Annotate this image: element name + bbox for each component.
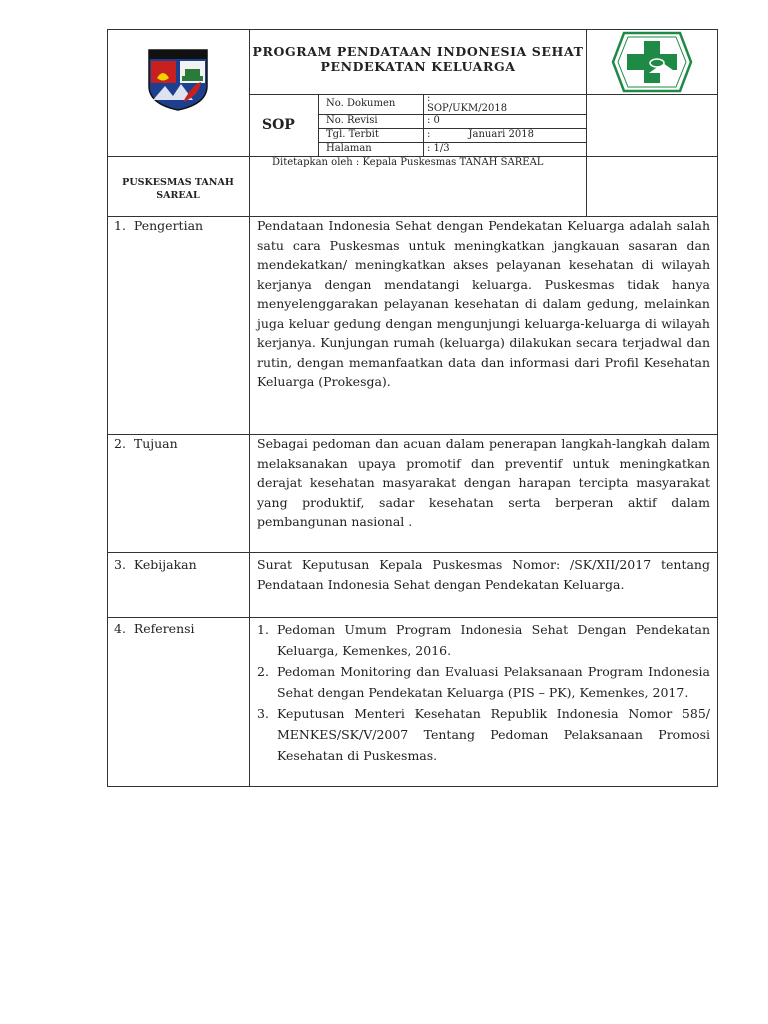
list-item <box>257 619 710 661</box>
divider-logo <box>249 29 250 786</box>
meta-label-revision: No. Revisi <box>326 115 378 126</box>
meta-value-page: : 1/3 <box>427 143 450 154</box>
section-label-pengertian: 1. Pengertian <box>114 218 204 233</box>
reference-number: 2. <box>257 664 269 679</box>
established-by: Ditetapkan oleh : Kepala Puskesmas TANAH SAREAL <box>272 157 544 168</box>
meta-label-issued: Tgl. Terbit <box>326 129 379 140</box>
frame-bottom <box>107 786 718 787</box>
puskesmas-logo <box>611 29 693 95</box>
reference-list <box>257 619 710 766</box>
list-item <box>257 703 710 766</box>
facility-name: PUSKESMAS TANAH SAREAL <box>122 177 234 201</box>
meta-label-document: No. Dokumen <box>326 98 396 109</box>
section-text-kebijakan: Surat Keputusan Kepala Puskesmas Nomor: /SK/XII/2017 tentang Pendataan Indonesia Sehat dengan Pendekatan Keluarga. <box>257 557 710 592</box>
meta-value-revision: : 0 <box>427 115 440 126</box>
crest-text: KOTA BOGOR <box>152 43 204 51</box>
meta-value-document: : SOP/UKM/2018 <box>427 93 508 114</box>
list-item <box>257 661 710 703</box>
reference-number: 1. <box>257 622 269 637</box>
frame-right <box>717 29 718 787</box>
section-label-kebijakan: 3. Kebijakan <box>114 557 197 572</box>
section-text-pengertian: Pendataan Indonesia Sehat dengan Pendekatan Keluarga adalah salah satu cara Puskesmas untuk meningkatkan jangkauan sasaran dan mendekatkan/ meningkatkan akses pelayanan kesehatan di wilayah kerjanya dengan mendatangi keluarga. Puskesmas tidak hanya menyelenggarakan pelayanan kesehatan di dalam gedung, melainkan juga keluar gedung dengan mengunjungi keluarga-keluarga di wilayah kerjanya. Kunjungan rumah (keluarga) dilakukan secara terjadwal dan rutin, dengan memanfaatkan data dan informasi dari Profil Kesehatan Keluarga (Prokesga). <box>257 218 710 389</box>
section-label-tujuan: 2. Tujuan <box>114 436 178 451</box>
rule-section-2 <box>107 552 718 553</box>
divider-meta <box>423 94 424 156</box>
frame-left <box>107 29 108 787</box>
divider-sop <box>318 94 319 156</box>
reference-text: Pedoman Umum Program Indonesia Sehat Dengan Pendekatan Keluarga, Kemenkes, 2016. <box>277 622 710 658</box>
reference-text: Pedoman Monitoring dan Evaluasi Pelaksanaan Program Indonesia Sehat dengan Pendekatan Keluarga (PIS – PK), Kemenkes, 2017. <box>277 664 710 700</box>
divider-title-right <box>586 29 587 216</box>
kota-bogor-crest <box>143 42 213 112</box>
meta-value-issued: : Januari 2018 <box>427 129 534 140</box>
meta-label-page: Halaman <box>326 143 372 154</box>
reference-number: 3. <box>257 706 269 721</box>
section-text-tujuan: Sebagai pedoman dan acuan dalam penerapan langkah-langkah dalam melaksanakan upaya promotif dan preventif untuk meningkatkan derajat kesehatan masyarakat dengan harapan tercipta masyarakat yang produktif, sadar kesehatan serta berperan aktif dalam pembangunan nasional . <box>257 436 710 529</box>
reference-text: Keputusan Menteri Kesehatan Republik Indonesia Nomor 585/ MENKES/SK/V/2007 Tentang Pedoman Pelaksanaan Promosi Kesehatan di Puskesmas. <box>277 706 710 763</box>
section-label-referensi: 4. Referensi <box>114 621 195 636</box>
sop-label: SOP <box>262 117 295 133</box>
rule-section-3 <box>107 617 718 618</box>
document-title: PROGRAM PENDATAAN INDONESIA SEHAT PENDEKATAN KELUARGA <box>252 44 584 74</box>
